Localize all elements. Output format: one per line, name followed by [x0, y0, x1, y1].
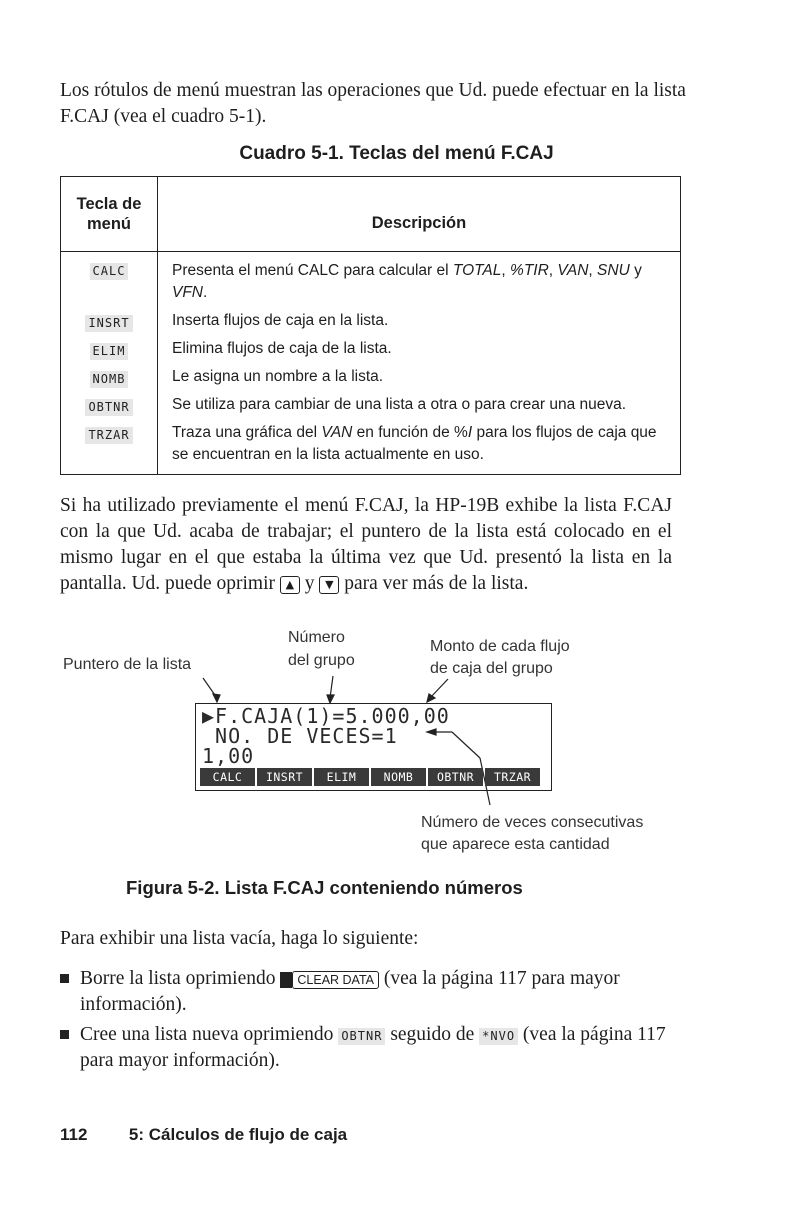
- row-description: Se utiliza para cambiar de una lista a otra o para crear una nueva.: [158, 391, 681, 419]
- menu-key-nomb: NOMB: [90, 371, 129, 388]
- page-footer: [60, 1125, 347, 1145]
- row-description: Traza una gráfica del VAN en función de %I para los flujos de caja que se encuentran en la lista actualmente en uso.: [158, 419, 681, 475]
- lcd-line-3: 1,00: [202, 744, 255, 768]
- leader-amount: [430, 679, 448, 698]
- leader-pointer-arrowhead: [213, 694, 220, 702]
- menu-key-calc: CALC: [90, 263, 129, 280]
- row-description: Elimina flujos de caja de la lista.: [158, 335, 681, 363]
- shift-key-icon: [280, 972, 292, 988]
- clear-data-key: CLEAR DATA: [292, 971, 379, 989]
- annotation-pointer: Puntero de la lista: [63, 656, 192, 673]
- header-description: Descripción: [158, 177, 681, 252]
- page-number: 112: [60, 1125, 88, 1144]
- bullet-icon: [60, 974, 69, 983]
- bullet-item-new-list: Cree una lista nueva oprimiendo OBTNR seguido de *NVO (vea la página 117 para mayor información).: [80, 1024, 666, 1071]
- header-key: Tecla de menú: [61, 177, 158, 252]
- softkey-nomb: NOMB: [371, 768, 426, 786]
- menu-key-insrt: INSRT: [85, 315, 132, 332]
- annotation-amount-line2: de caja del grupo: [430, 660, 553, 677]
- figure-caption: Figura 5-2. Lista F.CAJ conteniendo números: [126, 877, 523, 898]
- softkey-trzar: TRZAR: [485, 768, 540, 786]
- lcd-line-2: NO. DE VECES=1: [202, 724, 398, 748]
- intro-paragraph: Los rótulos de menú muestran las operaciones que Ud. puede efectuar en la lista F.CAJ (vea el cuadro 5-1).: [60, 80, 686, 127]
- menu-key-trzar: TRZAR: [85, 427, 132, 444]
- down-arrow-key-icon: ▼: [319, 576, 339, 594]
- chapter-title: 5: Cálculos de flujo de caja: [128, 1125, 348, 1144]
- softkey-elim: ELIM: [314, 768, 369, 786]
- lcd-line-1: ▶F.CAJA(1)=5.000,00: [202, 704, 450, 728]
- up-arrow-key-icon: ▲: [280, 576, 300, 594]
- softkey-calc: CALC: [200, 768, 255, 786]
- leader-amount-arrowhead: [427, 694, 435, 702]
- row-description: Presenta el menú CALC para calcular el TOTAL, %TIR, VAN, SNU y VFN.: [158, 252, 681, 308]
- softkey-obtnr: OBTNR: [428, 768, 483, 786]
- annotation-times-line2: que aparece esta cantidad: [421, 836, 610, 853]
- annotation-amount-line1: Monto de cada flujo: [430, 638, 570, 655]
- annotation-group-number-line1: Número: [288, 629, 345, 646]
- lcd-softkey-row: [200, 768, 542, 786]
- row-description: Le asigna un nombre a la lista.: [158, 363, 681, 391]
- annotation-times-line1: Número de veces consecutivas: [421, 814, 644, 831]
- annotation-group-number-line2: del grupo: [288, 652, 355, 669]
- list-paragraph: Si ha utilizado previamente el menú F.CAJ, la HP-19B exhibe la lista F.CAJ con la que Ud. acaba de trabajar; el puntero de la lista está colocado en el mismo lugar en el que estaba la última vez que Ud. presentó la lista en la pantalla. Ud. puede oprimir ▲ y ▼ para ver más de la lista.: [60, 495, 672, 594]
- menu-key-obtnr-inline: OBTNR: [338, 1028, 385, 1045]
- table-caption: Cuadro 5-1. Teclas del menú F.CAJ: [239, 143, 554, 164]
- bullet-icon: [60, 1030, 69, 1039]
- leader-group-arrowhead: [327, 695, 334, 703]
- bullet-item-clear: Borre la lista oprimiendo CLEAR DATA (vea la página 117 para mayor información).: [80, 968, 620, 1015]
- menu-key-nvo-inline: *NVO: [479, 1028, 518, 1045]
- calculator-lcd-display: [195, 703, 552, 791]
- softkey-insrt: INSRT: [257, 768, 312, 786]
- menu-key-obtnr: OBTNR: [85, 399, 132, 416]
- menu-key-elim: ELIM: [90, 343, 129, 360]
- empty-list-paragraph: Para exhibir una lista vacía, haga lo siguiente:: [60, 928, 419, 949]
- row-description: Inserta flujos de caja en la lista.: [158, 307, 681, 335]
